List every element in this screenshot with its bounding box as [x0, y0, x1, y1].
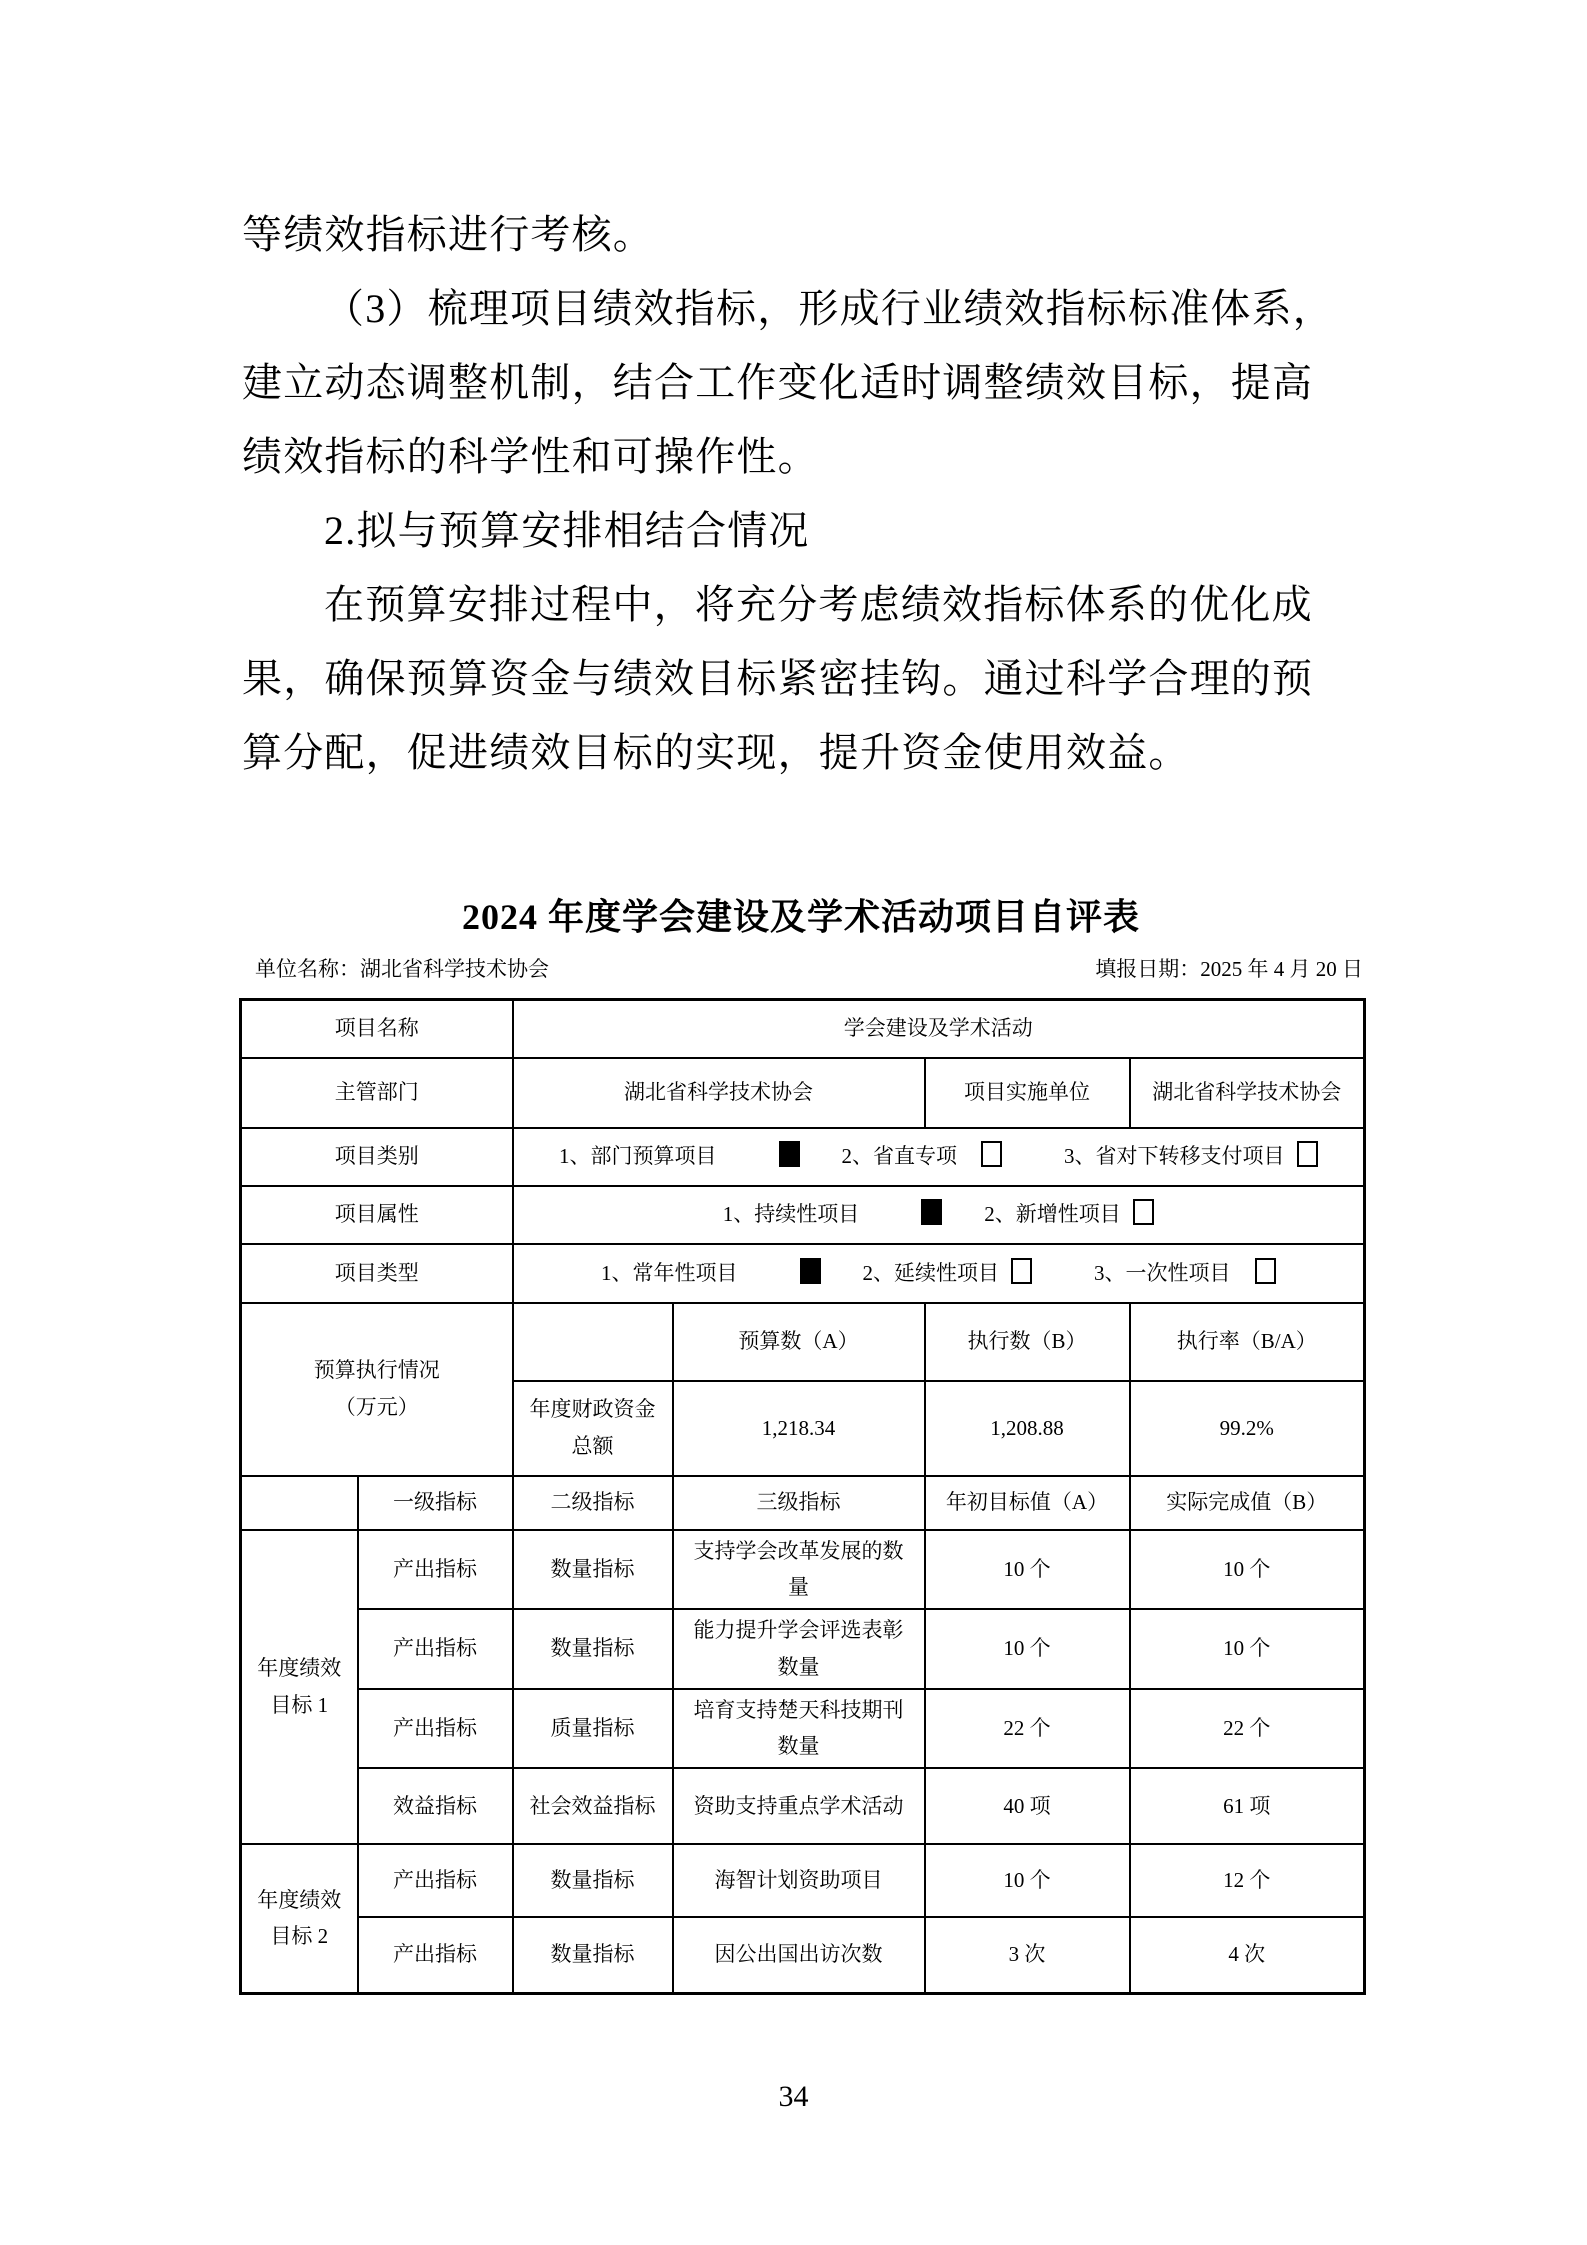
option-label: 3、省对下转移支付项目 [1064, 1144, 1285, 1169]
unit-name-value: 湖北省科学技术协会 [360, 957, 549, 981]
cell-attribute-options [513, 1186, 1365, 1244]
cell-l3: 海智计划资助项目 [673, 1844, 925, 1917]
cell-actual: 10 个 [1130, 1609, 1365, 1689]
cell-header-actual: 实际完成值（B） [1130, 1476, 1365, 1530]
cell-l2: 数量指标 [513, 1609, 673, 1689]
cell-type-label: 项目类型 [241, 1244, 513, 1303]
checkbox-unchecked-icon [981, 1141, 1002, 1167]
cell-dept-value: 湖北省科学技术协会 [513, 1058, 925, 1128]
cell-budget-col-b: 执行数（B） [925, 1303, 1130, 1381]
cell-l1: 产出指标 [358, 1689, 513, 1769]
row-budget-header [241, 1303, 1365, 1381]
cell-l1: 产出指标 [358, 1609, 513, 1689]
cell-actual: 4 次 [1130, 1917, 1365, 1993]
checkbox-unchecked-icon [1297, 1141, 1318, 1167]
cell-l1: 产出指标 [358, 1530, 513, 1610]
unit-name [255, 953, 549, 985]
paragraph-line: 绩效指标的科学性和可操作性。 [242, 434, 819, 479]
cell-project-name-value: 学会建设及学术活动 [513, 1000, 1365, 1058]
cell-target: 10 个 [925, 1530, 1130, 1610]
paragraph-line: 2.拟与预算安排相结合情况 [324, 508, 810, 553]
cell-budget-col-a: 预算数（A） [673, 1303, 925, 1381]
cell-target: 10 个 [925, 1609, 1130, 1689]
cell-attribute-label: 项目属性 [241, 1186, 513, 1244]
option-label: 1、常年性项目 [601, 1260, 738, 1285]
form-title: 2024 年度学会建设及学术活动项目自评表 [461, 897, 1140, 937]
cell-budget-col-rate: 执行率（B/A） [1130, 1303, 1365, 1381]
cell-actual: 10 个 [1130, 1530, 1365, 1610]
row-project-attribute [241, 1186, 1365, 1244]
cell-goal2-label: 年度绩效目标 2 [241, 1844, 358, 1993]
cell-impl-unit-value: 湖北省科学技术协会 [1130, 1058, 1365, 1128]
cell-l3: 因公出国出访次数 [673, 1917, 925, 1993]
body-text-block [242, 198, 1358, 790]
paragraph-line: 建立动态调整机制，结合工作变化适时调整绩效目标，提高 [242, 360, 1314, 405]
cell-l2: 质量指标 [513, 1689, 673, 1769]
paragraph-line: 果，确保预算资金与绩效目标紧密挂钩。通过科学合理的预 [242, 656, 1314, 701]
cell-target: 22 个 [925, 1689, 1130, 1769]
cell-budget-label [241, 1303, 513, 1476]
report-date-value: 2025 年 4 月 20 日 [1200, 957, 1363, 981]
checkbox-checked-icon [779, 1141, 800, 1167]
option-label: 1、持续性项目 [722, 1202, 860, 1227]
cell-target: 3 次 [925, 1917, 1130, 1993]
row-indicator-header [241, 1476, 1365, 1530]
indicator-row [241, 1530, 1365, 1610]
cell-l3: 支持学会改革发展的数量 [673, 1530, 925, 1610]
cell-goal1-label: 年度绩效目标 1 [241, 1530, 358, 1845]
cell-l2: 社会效益指标 [513, 1768, 673, 1844]
cell-budget-rate: 99.2% [1130, 1381, 1365, 1476]
cell-actual: 12 个 [1130, 1844, 1365, 1917]
cell-type-options [513, 1244, 1365, 1303]
budget-label-line1: 预算执行情况 [313, 1358, 440, 1383]
cell-l2: 数量指标 [513, 1844, 673, 1917]
cell-header-l1: 一级指标 [358, 1476, 513, 1530]
budget-label-line2: （万元） [334, 1395, 419, 1419]
paragraph-line: （3）梳理项目绩效指标，形成行业绩效指标标准体系， [324, 286, 1334, 331]
cell-l3: 能力提升学会评选表彰数量 [673, 1609, 925, 1689]
checkbox-unchecked-icon [1011, 1258, 1032, 1284]
cell-target: 10 个 [925, 1844, 1130, 1917]
cell-l1: 产出指标 [358, 1844, 513, 1917]
page-number: 34 [778, 2080, 809, 2113]
cell-budget-blank [513, 1303, 673, 1381]
cell-header-l3: 三级指标 [673, 1476, 925, 1530]
row-project-type [241, 1244, 1365, 1303]
indicator-row [241, 1609, 1365, 1689]
cell-header-l2: 二级指标 [513, 1476, 673, 1530]
paragraph-line: 在预算安排过程中，将充分考虑绩效指标体系的优化成 [324, 582, 1313, 627]
checkbox-checked-icon [800, 1258, 821, 1284]
option-label: 2、新增性项目 [984, 1202, 1121, 1227]
cell-l1: 效益指标 [358, 1768, 513, 1844]
indicator-row [241, 1844, 1365, 1917]
cell-budget-value-a: 1,218.34 [673, 1381, 925, 1476]
indicator-row [241, 1768, 1365, 1844]
cell-project-name-label: 项目名称 [241, 1000, 513, 1058]
row-department [241, 1058, 1365, 1128]
form-meta-row [239, 953, 1363, 985]
cell-l1: 产出指标 [358, 1917, 513, 1993]
cell-l3: 资助支持重点学术活动 [673, 1768, 925, 1844]
indicator-row [241, 1689, 1365, 1769]
cell-header-target: 年初目标值（A） [925, 1476, 1130, 1530]
cell-actual: 22 个 [1130, 1689, 1365, 1769]
paragraph-line: 算分配，促进绩效目标的实现，提升资金使用效益。 [242, 730, 1190, 775]
checkbox-unchecked-icon [1133, 1199, 1154, 1225]
cell-actual: 61 项 [1130, 1768, 1365, 1844]
option-label: 2、延续性项目 [862, 1260, 999, 1285]
cell-budget-row-label: 年度财政资金总额 [513, 1381, 673, 1476]
cell-budget-value-b: 1,208.88 [925, 1381, 1130, 1476]
cell-category-label: 项目类别 [241, 1128, 513, 1186]
cell-impl-unit-label: 项目实施单位 [925, 1058, 1130, 1128]
row-project-name [241, 1000, 1365, 1058]
report-date [1095, 953, 1363, 985]
paragraph-line: 等绩效指标进行考核。 [242, 212, 654, 257]
cell-l3: 培育支持楚天科技期刊数量 [673, 1689, 925, 1769]
cell-l2: 数量指标 [513, 1530, 673, 1610]
unit-name-label: 单位名称： [255, 957, 360, 981]
cell-indicator-blank [241, 1476, 358, 1530]
cell-target: 40 项 [925, 1768, 1130, 1844]
cell-category-options [513, 1128, 1365, 1186]
option-label: 3、一次性项目 [1094, 1260, 1231, 1285]
option-label: 2、省直专项 [841, 1144, 957, 1169]
checkbox-checked-icon [921, 1199, 942, 1225]
report-date-label: 填报日期： [1095, 957, 1201, 981]
option-label: 1、部门预算项目 [559, 1144, 717, 1169]
cell-dept-label: 主管部门 [241, 1058, 513, 1128]
checkbox-unchecked-icon [1255, 1258, 1276, 1284]
cell-l2: 数量指标 [513, 1917, 673, 1993]
indicator-row [241, 1917, 1365, 1993]
row-project-category [241, 1128, 1365, 1186]
self-evaluation-table [239, 998, 1366, 1995]
